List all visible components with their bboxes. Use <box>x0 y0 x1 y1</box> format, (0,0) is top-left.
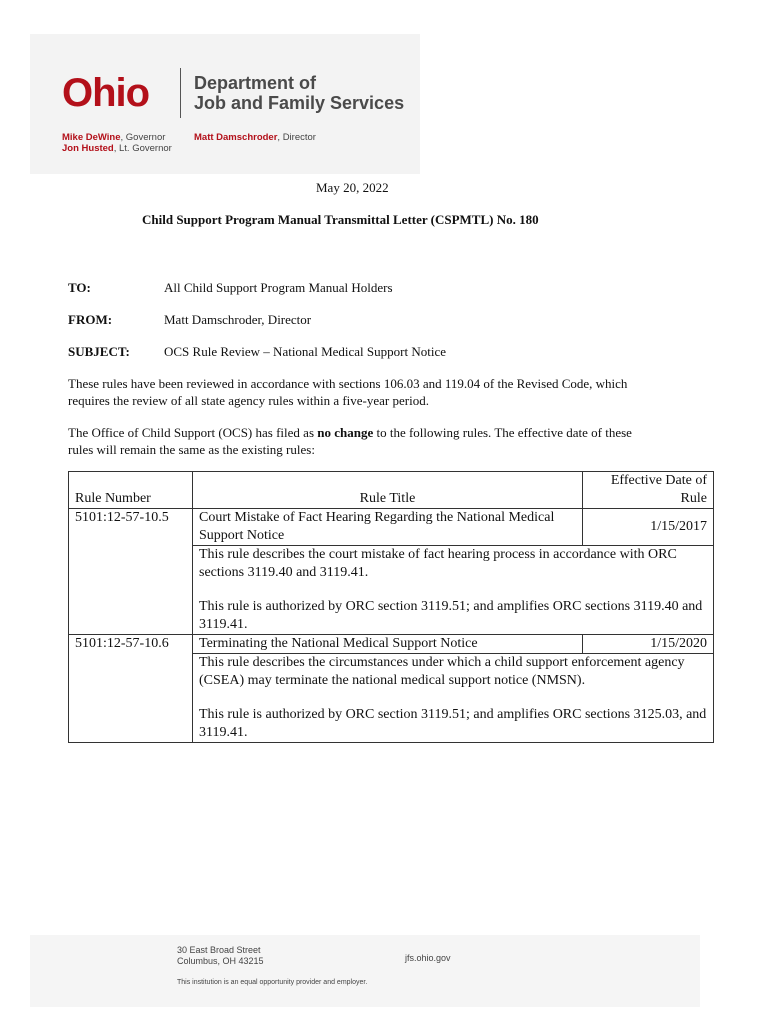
header-effective-line-2: Rule <box>680 491 707 506</box>
director-name: Matt Damschroder <box>194 132 278 143</box>
paragraph-no-change <box>68 424 632 458</box>
letter-title: Child Support Program Manual Transmittal Letter (CSPMTL) No. 180 <box>142 212 539 227</box>
rules-table <box>68 471 714 743</box>
rule-title-cell: Terminating the National Medical Support Notice <box>193 635 583 654</box>
footer-address <box>177 945 264 967</box>
table-row <box>69 635 714 654</box>
rule-number-cell: 5101:12-57-10.6 <box>69 635 193 743</box>
rule-authority: This rule is authorized by ORC section 3119.51; and amplifies ORC sections 3125.03, and 3119.41. <box>199 707 707 740</box>
department-name <box>194 73 404 113</box>
logo-divider <box>180 68 181 118</box>
header-rule-number: Rule Number <box>69 472 193 509</box>
rule-description-cell <box>193 654 714 743</box>
from-value: Matt Damschroder, Director <box>164 312 312 327</box>
header-effective-line-1: Effective Date of <box>610 473 707 488</box>
to-label: TO: <box>68 280 91 295</box>
governor-name: Mike DeWine <box>62 132 121 143</box>
department-line-2: Job and Family Services <box>194 93 405 113</box>
governors <box>62 132 172 154</box>
director <box>194 132 316 143</box>
header-rule-title: Rule Title <box>193 472 583 509</box>
table-header-row <box>69 472 714 509</box>
subject-label: SUBJECT: <box>68 344 130 359</box>
to-value: All Child Support Program Manual Holders <box>164 280 393 295</box>
subject-value: OCS Rule Review – National Medical Support Notice <box>164 344 446 359</box>
footer-website: jfs.ohio.gov <box>405 953 451 963</box>
department-line-1: Department of <box>194 73 317 93</box>
footer <box>30 935 700 1007</box>
paragraph-text-after: to the following rules. The effective date of these <box>373 425 632 440</box>
paragraph-review-line-2: requires the review of all state agency rules within a five-year period. <box>68 393 429 408</box>
rule-number-cell: 5101:12-57-10.5 <box>69 509 193 635</box>
paragraph-review <box>68 375 627 409</box>
rule-description-cell <box>193 546 714 635</box>
paragraph-review-line-1: These rules have been reviewed in accordance with sections 106.03 and 119.04 of the Revised Code, which <box>68 376 628 391</box>
footer-address-line-1: 30 East Broad Street <box>177 945 261 955</box>
footer-address-line-2: Columbus, OH 43215 <box>177 956 264 966</box>
effective-date-cell: 1/15/2017 <box>583 509 714 546</box>
governor-title: , Governor <box>120 132 166 143</box>
rule-description: This rule describes the court mistake of fact hearing process in accordance with ORC sections 3119.40 and 3119.41. <box>199 547 677 580</box>
header-effective-date <box>583 472 714 509</box>
from-label: FROM: <box>68 312 113 327</box>
paragraph-no-change-line-2: rules will remain the same as the existing rules: <box>68 442 315 457</box>
director-title: , Director <box>277 132 316 143</box>
rule-authority: This rule is authorized by ORC section 3119.51; and amplifies ORC sections 3119.40 and 3119.41. <box>199 599 703 632</box>
ohio-logo: Ohio <box>62 71 150 115</box>
letter-date: May 20, 2022 <box>316 180 389 195</box>
table-row <box>69 509 714 546</box>
lt-governor-title: , Lt. Governor <box>113 143 172 154</box>
paragraph-text-before: The Office of Child Support (OCS) has filed as <box>68 425 318 440</box>
rule-title-cell: Court Mistake of Fact Hearing Regarding the National Medical Support Notice <box>193 509 583 546</box>
no-change-emphasis: no change <box>317 425 374 440</box>
footer-disclaimer: This institution is an equal opportunity provider and employer. <box>177 979 368 986</box>
effective-date-cell: 1/15/2020 <box>583 635 714 654</box>
rule-description: This rule describes the circumstances under which a child support enforcement agency (CSEA) may terminate the national medical support notice (NMSN). <box>199 655 685 688</box>
lt-governor-name: Jon Husted <box>62 143 114 154</box>
